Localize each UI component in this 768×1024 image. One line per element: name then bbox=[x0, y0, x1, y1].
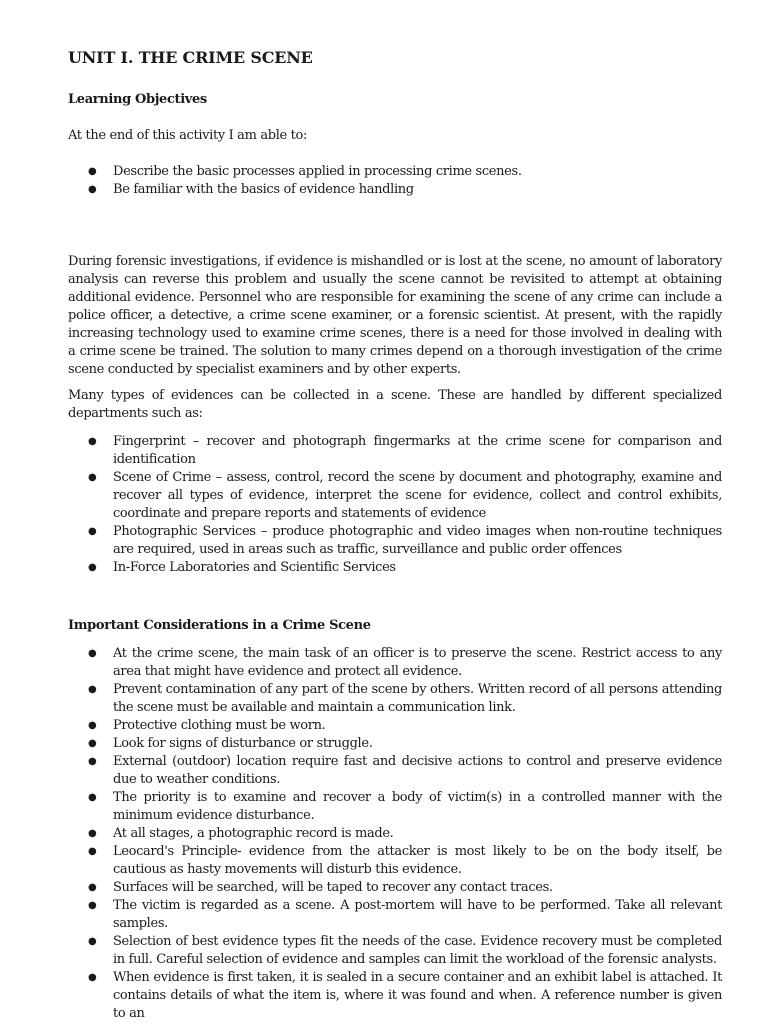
departments-list bbox=[68, 433, 722, 577]
bullet-icon: ● bbox=[88, 436, 97, 447]
learning-objectives-heading: Learning Objectives bbox=[68, 92, 207, 107]
objectives-list bbox=[68, 163, 722, 199]
list-item: ● The victim is regarded as a scene. A post-mortem will have to be performed. Take all relevant samples. bbox=[88, 898, 722, 931]
bullet-icon: ● bbox=[88, 472, 97, 483]
bullet-icon: ● bbox=[88, 972, 97, 983]
list-item: ● In-Force Laboratories and Scientific Services bbox=[88, 560, 396, 575]
page-title: UNIT I. THE CRIME SCENE bbox=[68, 48, 313, 67]
list-item: ● Surfaces will be searched, will be taped to recover any contact traces. bbox=[88, 880, 553, 895]
bullet-icon: ● bbox=[88, 166, 97, 177]
considerations-heading: Important Considerations in a Crime Scene bbox=[68, 618, 371, 633]
list-item: ● At all stages, a photographic record is made. bbox=[88, 826, 394, 841]
intro-paragraph: During forensic investigations, if evidence is mishandled or is lost at the scene, no amount of laboratory analysis can reverse this problem and usually the scene cannot be revisited to attempt at obtaining additional evidence. Personnel who are responsible for examining the scene of any crime can include a police officer, a detective, a crime scene examiner, or a forensic scientist. At present, with the rapidly increasing technology used to examine crime scenes, there is a need for those involved in dealing with a crime scene be trained. The solution to many crimes depend on a thorough investigation of the crime scene conducted by specialist examiners and by other experts. bbox=[68, 254, 722, 377]
list-item: ● External (outdoor) location require fast and decisive actions to control and preserve evidence due to weather conditions. bbox=[88, 754, 722, 787]
bullet-icon: ● bbox=[88, 846, 97, 857]
list-item: ● Look for signs of disturbance or struggle. bbox=[88, 736, 373, 751]
list-item: ● Describe the basic processes applied in processing crime scenes. bbox=[88, 164, 522, 179]
list-item: ● Selection of best evidence types fit the needs of the case. Evidence recovery must be completed in full. Careful selection of evidence and samples can limit the workload of the forensic analysts. bbox=[88, 934, 722, 967]
bullet-icon: ● bbox=[88, 184, 97, 195]
evidence-paragraph: Many types of evidences can be collected in a scene. These are handled by different specialized departments such as: bbox=[68, 388, 722, 421]
bullet-icon: ● bbox=[88, 936, 97, 947]
list-item: ● Prevent contamination of any part of the scene by others. Written record of all persons attending the scene must be available and maintain a communication link. bbox=[88, 682, 722, 715]
bullet-icon: ● bbox=[88, 828, 97, 839]
list-item: ● Photographic Services – produce photographic and video images when non-routine techniques are required, used in areas such as traffic, surveillance and public order offences bbox=[88, 524, 722, 557]
bullet-icon: ● bbox=[88, 684, 97, 695]
bullet-icon: ● bbox=[88, 756, 97, 767]
bullet-icon: ● bbox=[88, 738, 97, 749]
bullet-icon: ● bbox=[88, 882, 97, 893]
bullet-icon: ● bbox=[88, 900, 97, 911]
bullet-icon: ● bbox=[88, 792, 97, 803]
list-item: ● Be familiar with the basics of evidence handling bbox=[88, 182, 414, 197]
bullet-icon: ● bbox=[88, 526, 97, 537]
list-item: ● Protective clothing must be worn. bbox=[88, 718, 326, 733]
considerations-list bbox=[68, 645, 722, 1023]
document-page bbox=[68, 46, 722, 1023]
bullet-icon: ● bbox=[88, 720, 97, 731]
list-item: ● Fingerprint – recover and photograph fingermarks at the crime scene for comparison and identification bbox=[88, 434, 722, 467]
bullet-icon: ● bbox=[88, 648, 97, 659]
bullet-icon: ● bbox=[88, 562, 97, 573]
list-item: ● Scene of Crime – assess, control, record the scene by document and photography, examine and recover all types of evidence, interpret the scene for evidence, collect and control exhibits, coordinate and prepare reports and statements of evidence bbox=[88, 470, 722, 521]
list-item: ● At the crime scene, the main task of an officer is to preserve the scene. Restrict access to any area that might have evidence and protect all evidence. bbox=[88, 646, 722, 679]
list-item: ● The priority is to examine and recover a body of victim(s) in a controlled manner with the minimum evidence disturbance. bbox=[88, 790, 722, 823]
list-item: ● When evidence is first taken, it is sealed in a secure container and an exhibit label is attached. It contains details of what the item is, where it was found and when. A reference number is given to an bbox=[88, 970, 722, 1021]
objectives-intro: At the end of this activity I am able to: bbox=[68, 128, 308, 143]
list-item: ● Leocard's Principle- evidence from the attacker is most likely to be on the body itself, be cautious as hasty movements will disturb this evidence. bbox=[88, 844, 722, 877]
